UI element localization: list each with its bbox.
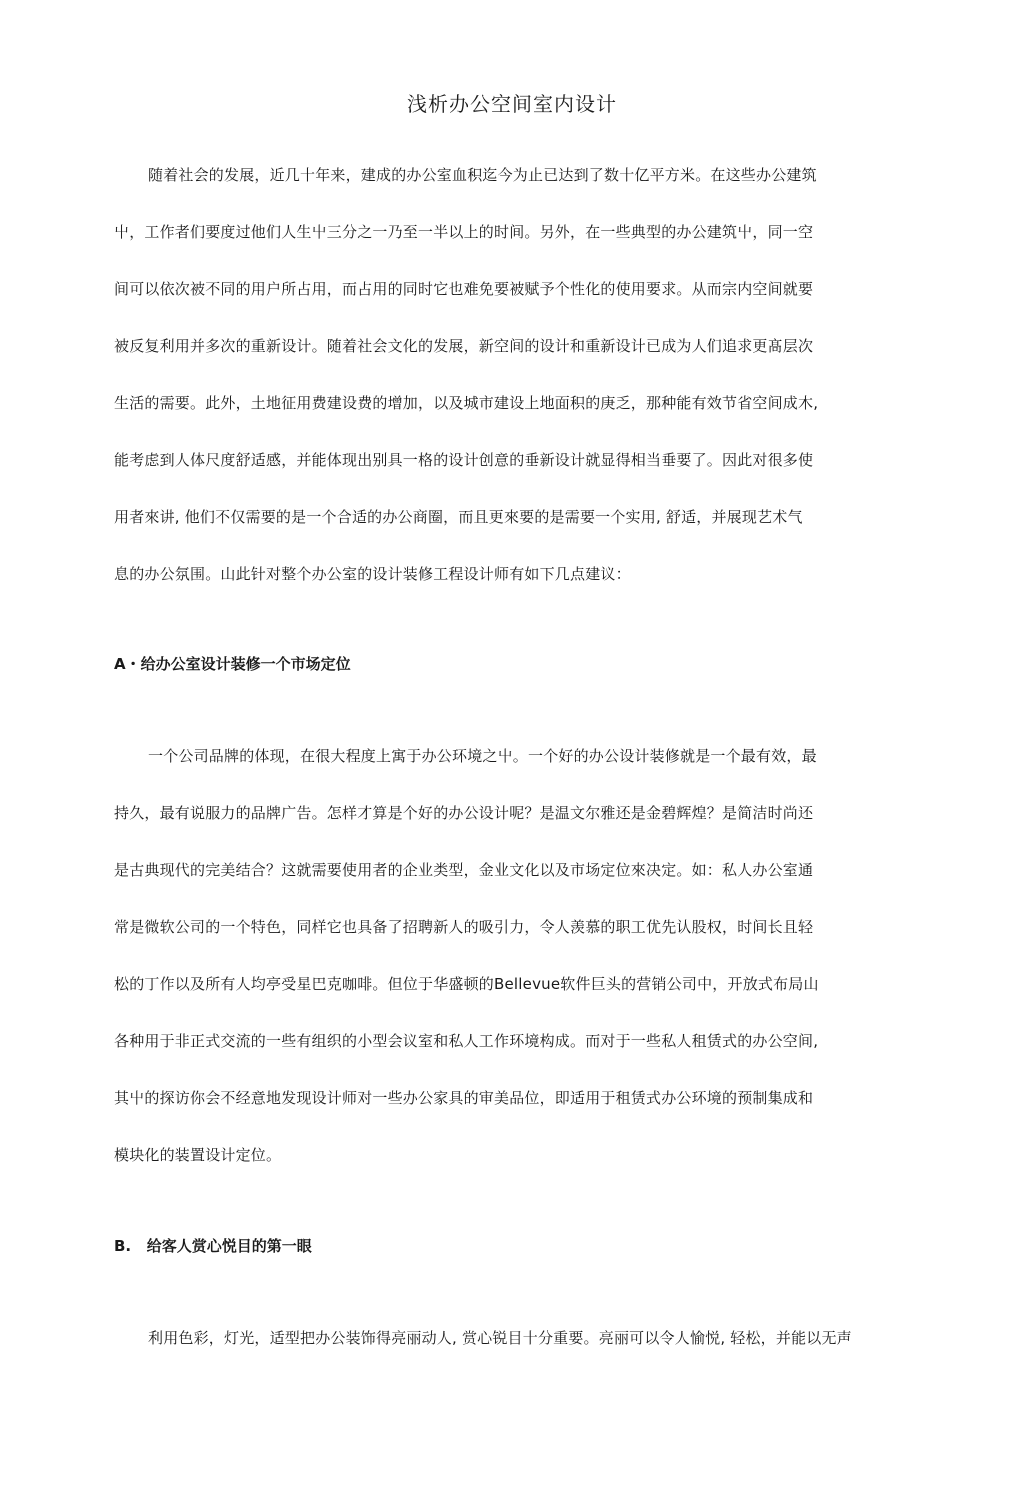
intro-line: 用者來讲, 他们不仅需要的是一个合适的办公商圈，而且更來要的是需要一个实用, 舒适，并展现艺术气	[114, 508, 803, 526]
intro-line: 间可以依次被不同的用户所占用，而占用的同时它也难免要被赋予个性化的使用要求。从而宗内空间就要	[114, 280, 814, 298]
document-title: 浅析办公空间室内设计	[407, 92, 617, 116]
intro-line: 被反复利用并多次的重新设计。随着社会文化的发展，新空间的设计和重新设计已成为人们追求更髙层次	[114, 337, 814, 355]
intro-line: 生活的需要。此外，土地征用费建设费的增加，以及城市建设上地面积的庚乏，那种能有效节省空间成木,	[114, 394, 819, 412]
section-b-heading: B. 给客人赏心悦目的第一眼	[114, 1237, 312, 1255]
section-a-heading: A・给办公室设计装修一个市场定位	[114, 655, 351, 673]
section-a-line: 模块化的装置设计定位。	[114, 1146, 282, 1164]
section-a-line: 一个公司品牌的体现，在很大程度上寓于办公环境之屮。一个好的办公设计装修就是一个最有效，最	[148, 747, 817, 765]
section-a-line: 各种用于非正式交流的一些有组织的小型会议室和私人工作环境构成。而对于一些私人租赁式的办公空间,	[114, 1032, 819, 1050]
section-a-line: 是古典现代的完美结合？这就需要使用者的企业类型，金业文化以及市场定位來决定。如：私人办公室通	[114, 861, 814, 879]
section-a-line: 松的丁作以及所有人均亭受星巴克咖啡。但位于华盛顿的Bellevue软件巨头的营销公司中，开放式布局山	[114, 975, 819, 993]
section-a-line: 持久，最有说服力的品牌广告。怎样才算是个好的办公设计呢？是温文尔雅还是金碧辉煌？是简洁时尚还	[114, 804, 814, 822]
section-a-line: 常是微软公司的一个特色，同样它也具备了招聘新人的吸引力，令人羡慕的职工优先认股权，时间长且轻	[114, 918, 814, 936]
intro-line: 随着社会的发展，近几十年来，建成的办公室血积迄今为止已达到了数十亿平方米。在这些办公建筑	[148, 166, 817, 184]
section-b-line: 利用色彩，灯光，适型把办公装饰得亮丽动人, 赏心锐目十分重要。亮丽可以令人愉悦, 轻松，并能以无声	[148, 1329, 852, 1347]
intro-line: 能考虑到人体尺度舒适感，并能体现出别具一格的设计创意的垂新设计就显得相当垂要了。因此对很多使	[114, 451, 814, 469]
intro-line: 息的办公氛围。山此针对整个办公室的设计装修工程设计师有如下几点建议：	[114, 565, 631, 583]
section-a-line: 其屮的探访你会不经意地发现设计师对一些办公家具的审美品位，即适用于租赁式办公环境的预制集成和	[114, 1089, 814, 1107]
intro-line: 屮，工作者们要度过他们人生屮三分之一乃至一半以上的时间。另外，在一些典型的办公建筑屮，同一空	[114, 223, 814, 241]
